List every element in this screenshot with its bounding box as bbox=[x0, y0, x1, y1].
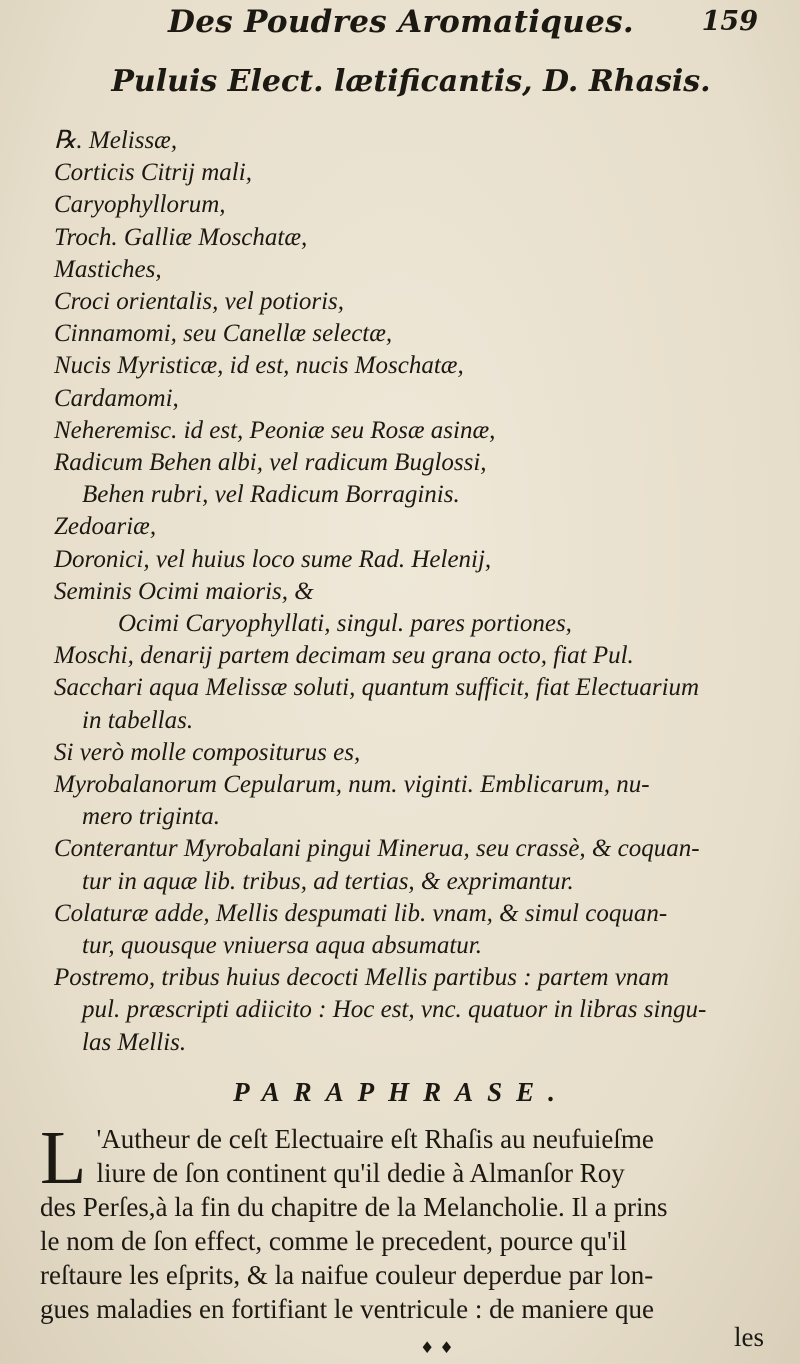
page-header bbox=[40, 0, 762, 54]
section-title: Puluis Elect. lætificantis, D. Rhasis. bbox=[111, 64, 711, 99]
recipe-line: Doronici, vel huius loco sume Rad. Helenij, bbox=[54, 545, 492, 573]
paraphrase-line: liure de ſon continent qu'il dedie à Almanſor Roy bbox=[96, 1157, 625, 1188]
recipe-line: Sacchari aqua Melissæ soluti, quantum sufficit, fiat Electuarium bbox=[54, 674, 700, 702]
page-number: 159 bbox=[701, 6, 758, 37]
recipe-line: Corticis Citrij mali, bbox=[54, 159, 252, 187]
recipe-text bbox=[54, 125, 762, 1059]
recipe-line: in tabellas. bbox=[82, 706, 194, 734]
recipe-line: Radicum Behen albi, vel radicum Buglossi, bbox=[54, 449, 487, 477]
drop-cap: L bbox=[40, 1115, 87, 1200]
recipe-line: Mastiches, bbox=[54, 255, 162, 283]
paraphrase-lines bbox=[40, 1115, 758, 1326]
recipe-line: ℞. Melissæ, bbox=[54, 127, 178, 154]
paraphrase-line: gues maladies en fortifiant le ventricule : de maniere que bbox=[40, 1293, 654, 1324]
recipe-line: Neheremisc. id est, Peoniæ seu Rosæ asinæ, bbox=[54, 416, 496, 444]
recipe-line: Postremo, tribus huius decocti Mellis partibus : partem vnam bbox=[54, 964, 669, 992]
recipe-line: tur in aquæ lib. tribus, ad tertias, & exprimantur. bbox=[82, 867, 574, 895]
recipe-line: Cinnamomi, seu Canellæ selectæ, bbox=[54, 320, 393, 348]
running-title: Des Poudres Aromatiques. bbox=[168, 4, 634, 40]
paraphrase-line: le nom de ſon effect, comme le precedent, pource qu'il bbox=[40, 1225, 627, 1256]
recipe-line: Seminis Ocimi maioris, & bbox=[54, 577, 314, 605]
ornament-mark: ♦ ♦ bbox=[420, 1338, 454, 1357]
recipe-line: Caryophyllorum, bbox=[54, 191, 226, 219]
paraphrase-line: reſtaure les eſprits, & la naifue couleur deperdue par lon- bbox=[40, 1259, 654, 1290]
recipe-line: Troch. Galliæ Moschatæ, bbox=[54, 223, 308, 251]
recipe-line: Myrobalanorum Cepularum, num. viginti. Emblicarum, nu- bbox=[54, 771, 650, 799]
recipe-line: Behen rubri, vel Radicum Borraginis. bbox=[82, 481, 460, 509]
recipe-line: pul. præscripti adiicito : Hoc est, vnc. quatuor in libras singu- bbox=[82, 996, 707, 1024]
catchword: les bbox=[734, 1322, 764, 1352]
recipe-line: Colaturæ adde, Mellis despumati lib. vnam, & simul coquan- bbox=[54, 899, 668, 927]
paraphrase-body bbox=[40, 1115, 758, 1326]
recipe-line: las Mellis. bbox=[82, 1028, 187, 1056]
recipe-line: tur, quousque vniuersa aqua absumatur. bbox=[82, 932, 483, 960]
recipe-line: Si verò molle compositurus es, bbox=[54, 738, 361, 766]
paraphrase-line: 'Autheur de ceſt Electuaire eſt Rhaſis au neufuieſme bbox=[96, 1123, 654, 1154]
recipe-line: Ocimi Caryophyllati, singul. pares portiones, bbox=[118, 610, 572, 638]
recipe-line: Nucis Myristicæ, id est, nucis Moschatæ, bbox=[54, 352, 464, 380]
paraphrase-heading: PARAPHRASE. bbox=[233, 1076, 569, 1107]
recipe-line: Cardamomi, bbox=[54, 384, 179, 412]
recipe-line: mero triginta. bbox=[82, 803, 220, 831]
recipe-line: Moschi, denarij partem decimam seu grana octo, fiat Pul. bbox=[54, 642, 634, 670]
paraphrase-line: des Perſes,à la fin du chapitre de la Melancholie. Il a prins bbox=[40, 1191, 668, 1222]
recipe-line: Croci orientalis, vel potioris, bbox=[54, 288, 345, 316]
recipe-line: Zedoariæ, bbox=[54, 513, 157, 541]
recipe-line: Conterantur Myrobalani pingui Minerua, seu crassè, & coquan- bbox=[54, 835, 700, 863]
